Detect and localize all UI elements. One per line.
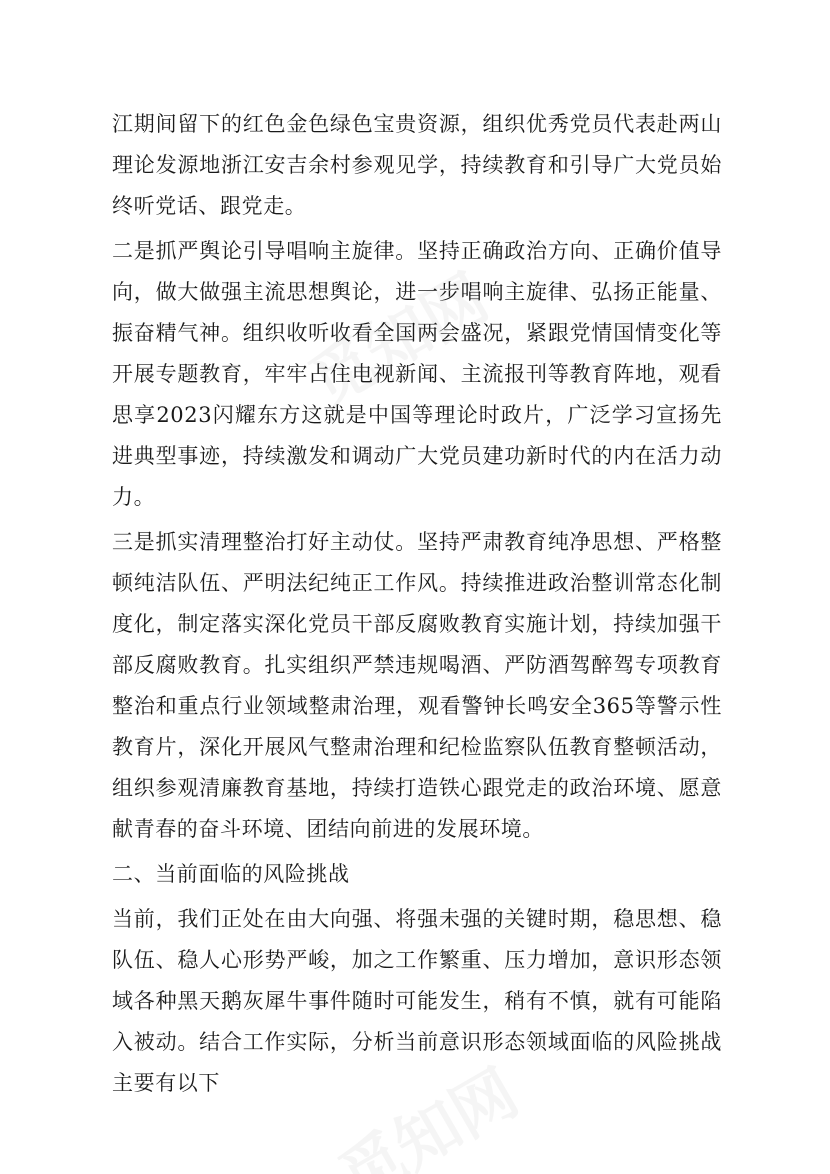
section-heading-risks: 二、当前面临的风险挑战 [112,862,350,886]
paragraph-continuation: 江期间留下的红色金色绿色宝贵资源，组织优秀党员代表赴两山理论发源地浙江安吉余村参观见学，持续教育和引导广大党员始终听党话、跟党走。 [112,112,722,218]
paragraph-current-situation: 当前，我们正处在由大向强、将强未强的关键时期，稳思想、稳队伍、稳人心形势严峻，加之工作繁重、压力增加，意识形态领域各种黑天鹅灰犀牛事件随时可能发生，稍有不慎，就有可能陷入被动。结合工作实际，分析当前意识形态领域面临的风险挑战主要有以下 [112,907,722,1095]
paragraph-public-opinion: 二是抓严舆论引导唱响主旋律。坚持正确政治方向、正确价值导向，做大做强主流思想舆论，进一步唱响主旋律、弘扬正能量、振奋精气神。组织收听收看全国两会盛况，紧跟党情国情变化等开展专题教育，牢牢占住电视新闻、主流报刊等教育阵地，观看思享2023闪耀东方这就是中国等理论时政片，广泛学习宣扬先进典型事迹，持续激发和调动广大党员建功新时代的内在活力动力。 [112,239,722,509]
paragraph-rectification: 三是抓实清理整治打好主动仗。坚持严肃教育纯净思想、严格整顿纯洁队伍、严明法纪纯正工作风。持续推进政治整训常态化制度化，制定落实深化党员干部反腐败教育实施计划，持续加强干部反腐败教育。扎实组织严禁违规喝酒、严防酒驾醉驾专项教育整治和重点行业领域整肃治理，观看警钟长鸣安全365等警示性教育片，深化开展风气整肃治理和纪检监察队伍教育整顿活动，组织参观清廉教育基地，持续打造铁心跟党走的政治环境、愿意献青春的奋斗环境、团结向前进的发展环境。 [112,530,722,841]
document-body [112,104,722,1104]
